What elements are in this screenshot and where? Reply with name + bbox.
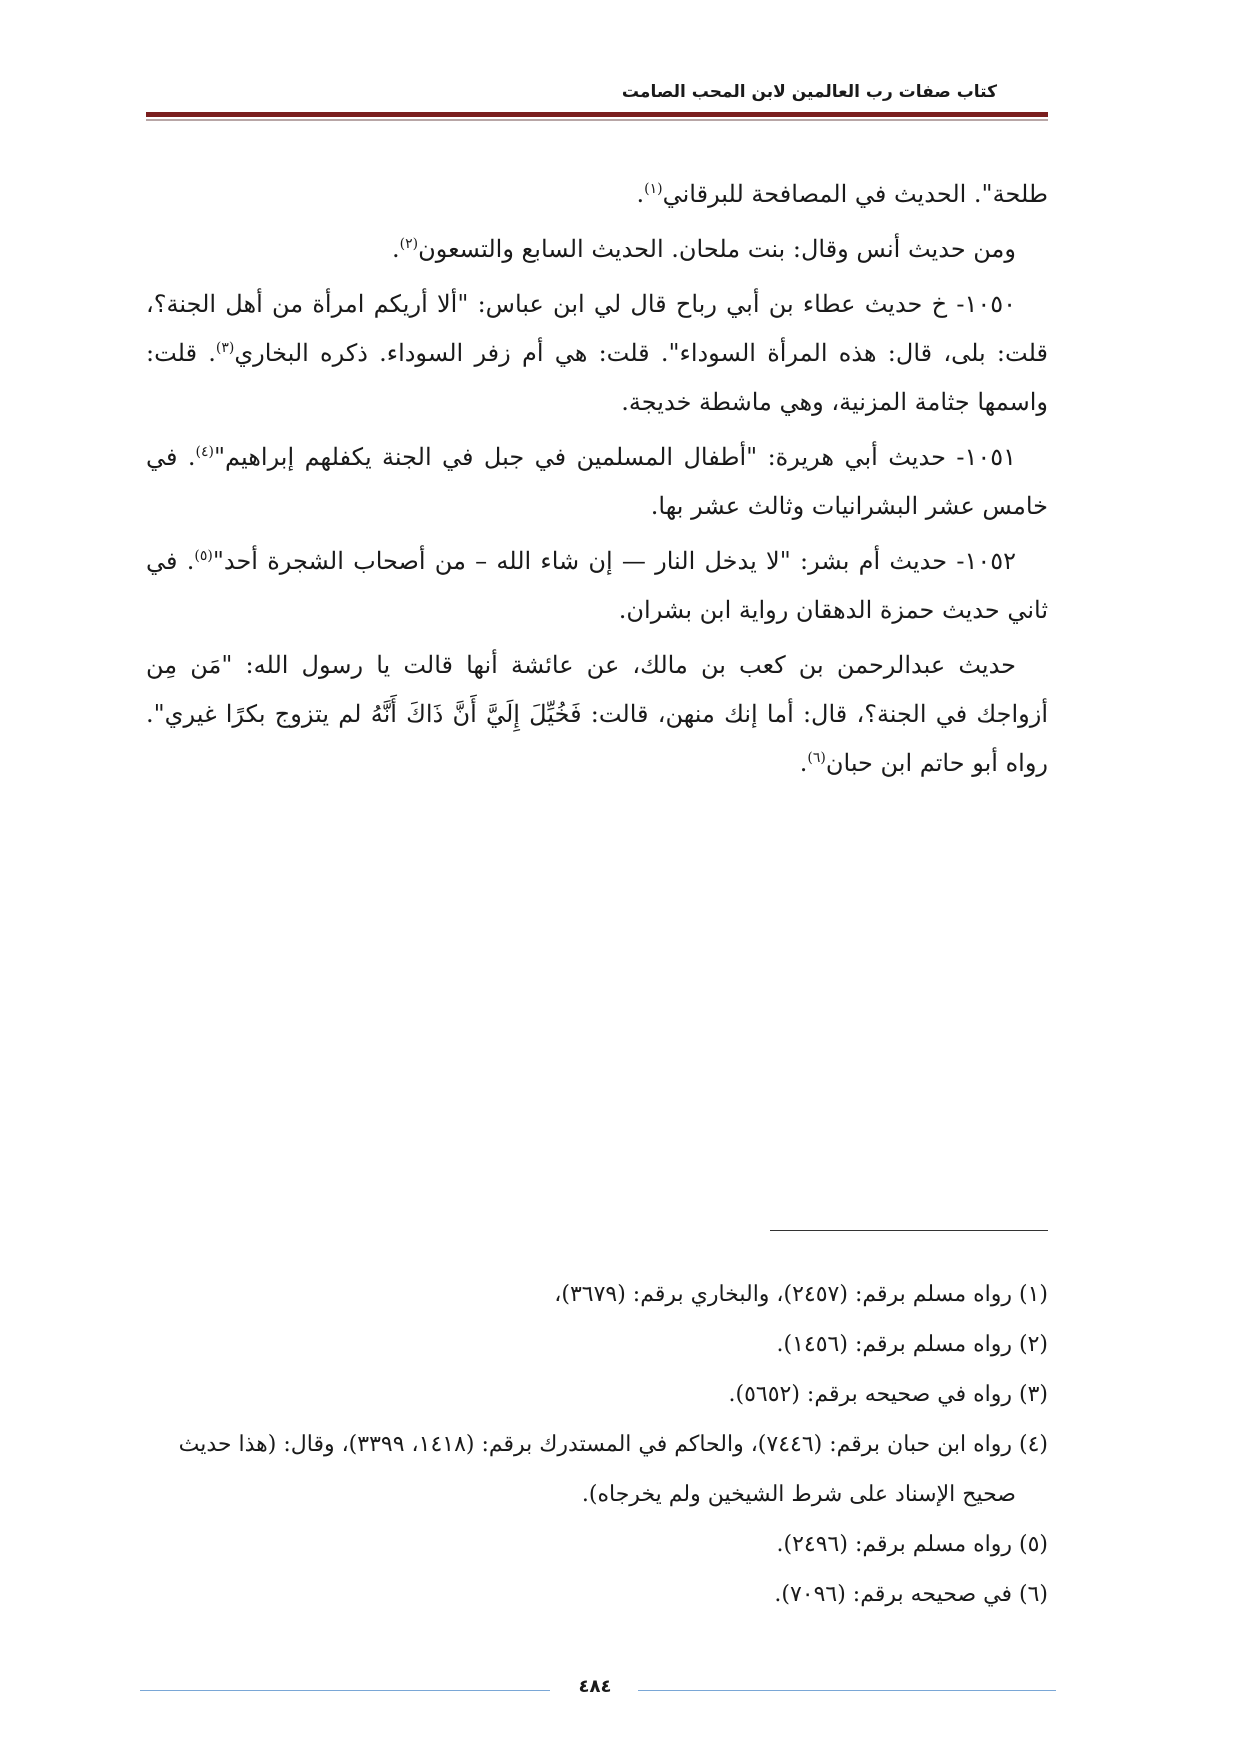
paragraph-6 [146,641,1048,788]
footnotes [146,1270,1048,1620]
footnote-ref: (٦) [807,750,826,766]
running-header-title: كتاب صفات رب العالمين لابن المحب الصامت [621,82,997,102]
footnote-4: (٤) رواه ابن حبان برقم: (٧٤٤٦)، والحاكم في المستدرك برقم: (١٤١٨، ٣٣٩٩)، وقال: (هذا حديث [178,1432,1048,1457]
paragraph-text-continued: . في خامس عشر البشرانيات وثالث عشر بها. [146,443,1048,520]
footnote-separator [770,1230,1048,1231]
paragraph-text: ١٠٥٢- حديث أم بشر: "لا يدخل النار — إن شاء الله – من أصحاب الشجرة أحد" [212,547,1016,575]
footnote-1: (١) رواه مسلم برقم: (٢٤٥٧)، والبخاري برقم: (٣٦٧٩)، [554,1282,1048,1307]
paragraph-text: ومن حديث أنس وقال: بنت ملحان. الحديث السابع والتسعون [418,235,1016,263]
footnote-ref: (٤) [195,444,214,460]
main-text [146,170,1048,794]
footnote-ref: (٣) [215,340,235,356]
paragraph-end: . [636,180,645,208]
header-rule [146,112,1048,117]
footnote-6: (٦) في صحيحه برقم: (٧٠٩٦). [774,1582,1048,1607]
page-number: ٤٨٤ [578,1676,612,1697]
paragraph-text: حديث عبدالرحمن بن كعب بن مالك، عن عائشة أنها قالت يا رسول الله: "مَن مِن أزواجك في الجنة؟، قال: أما إنك منهن، قالت: فَخُيِّلَ إِلَيَّ أَنَّ ذَاكَ أَنَّهُ لم يتزوج بكرًا غيري". رواه أبو حاتم ابن حبان [146,651,1048,777]
paragraph-text: ١٠٥١- حديث أبي هريرة: "أطفال المسلمين في جبل في الجنة يكفلهم إبراهيم" [213,443,1016,471]
footnote-4-continued: صحيح الإسناد على شرط الشيخين ولم يخرجاه). [581,1482,1016,1507]
footnote-3: (٣) رواه في صحيحه برقم: (٥٦٥٢). [728,1382,1048,1407]
paragraph-text-continued: . في ثاني حديث حمزة الدهقان رواية ابن بشران. [146,547,1048,624]
paragraph-text: ١٠٥٠- خ حديث عطاء بن أبي رباح قال لي ابن عباس: "ألا أريكم امرأة من أهل الجنة؟، قلت: بلى، قال: هذه المرأة السوداء". قلت: هي أم زفر السوداء. ذكره البخاري [146,290,1048,367]
paragraph-end: . [391,235,400,263]
footnote-ref: (٢) [399,236,419,252]
hadith-1052 [146,537,1048,635]
paragraph-end: . [799,749,808,777]
footer-rule-right [638,1690,1056,1691]
hadith-1050 [146,280,1048,427]
footer-rule-left [140,1690,550,1691]
footnote-2: (٢) رواه مسلم برقم: (١٤٥٦). [776,1332,1048,1357]
hadith-1051 [146,433,1048,531]
paragraph-1 [146,170,1048,219]
paragraph-text-continued: . قلت: واسمها جثامة المزنية، وهي ماشطة خديجة. [146,339,1048,416]
paragraph-2 [146,225,1048,274]
paragraph-text: طلحة". الحديث في المصافحة للبرقاني [662,180,1048,208]
header-rule-thin [146,119,1048,121]
footnote-ref: (٥) [194,548,213,564]
footnote-5: (٥) رواه مسلم برقم: (٢٤٩٦). [776,1532,1048,1557]
footnote-ref: (١) [644,181,663,197]
